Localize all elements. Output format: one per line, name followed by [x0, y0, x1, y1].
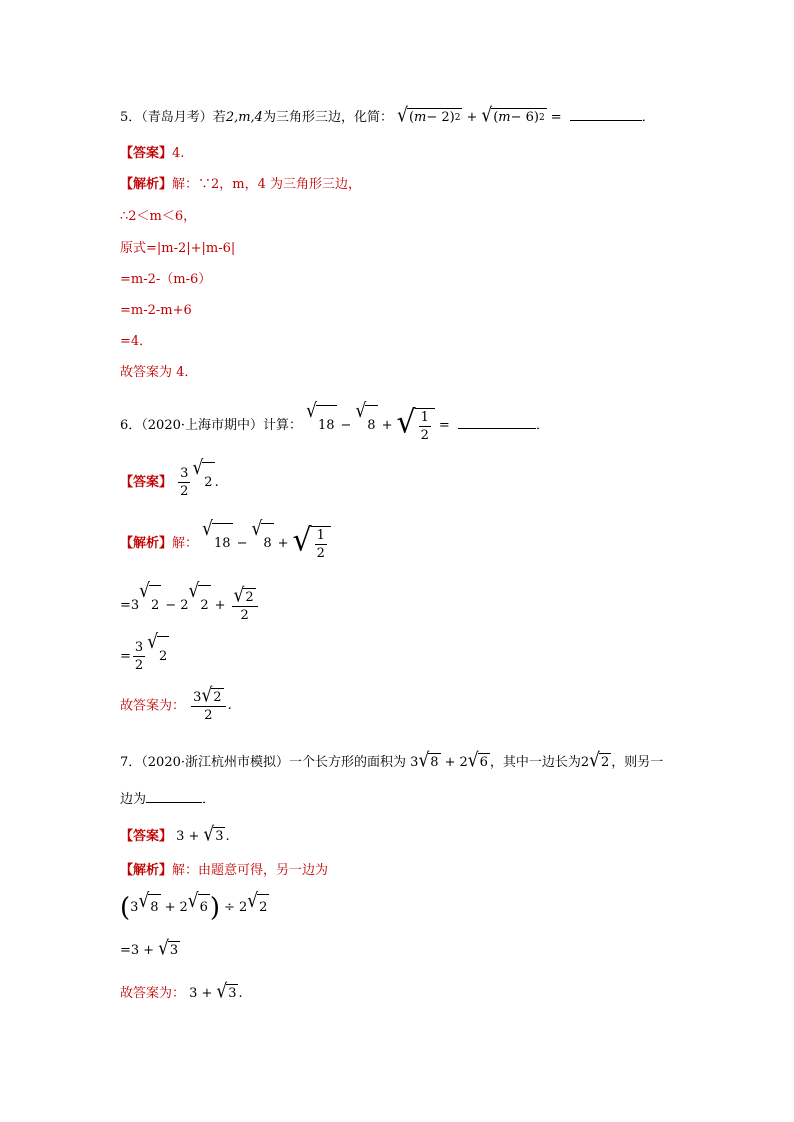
q7-stem-line-2: 边为 ．	[120, 792, 216, 807]
q7-analysis-line-1: 【解析】解：由题意可得，另一边为	[120, 863, 329, 878]
q5-analysis-line-2: ∴2＜m＜6，	[120, 209, 197, 224]
q5-analysis-line-4: =m-2-（m-6）	[120, 272, 212, 287]
q5-analysis-line-5: =m-2-m+6	[120, 303, 192, 318]
q5-analysis-line-1: 【解析】解：∵2，m，4 为三角形三边，	[120, 177, 362, 192]
q6-stem: 6．（2020·上海市期中）计算： √ 18 − √ 8 + √ $\frac{1}{2}$ = ．	[120, 405, 549, 446]
q6-analysis-line-3: = $\frac{3}{2}$ √ 2	[120, 636, 169, 677]
q7-final: 故答案为： 3 + √ 3 .	[120, 980, 243, 1004]
q6-answer: 【答案】 $\frac{3}{2}$ √ 2 .	[120, 462, 219, 503]
q5-analysis-line-6: =4．	[120, 334, 153, 349]
q6-analysis-line-1: 【解析】解： √ 18 − √ 8 + √ $\frac{1}{2}$	[120, 523, 331, 564]
q5-expression: √ ( m − 2) 2 + √ ( m − 6) 2 =	[397, 104, 562, 128]
q6-answer-blank	[458, 416, 536, 429]
q5-answer: 【答案】4.	[120, 146, 185, 161]
q6-final: 故答案为： 3 √ 2 2 .	[120, 684, 232, 723]
q6-analysis-line-2: =3 √ 2 − 2 √ 2 + √ 2 2	[120, 585, 260, 626]
q5-analysis-line-7: 故答案为 4．	[120, 365, 198, 380]
q7-answer: 【答案】 3 + √ 3 .	[120, 823, 230, 847]
q7-stem-line-1: 7．（2020·浙江杭州市模拟）一个长方形的面积为 3 √ 8 + 2 √ 6 ，其中一边长为2 √ 2 ，则另一	[120, 749, 664, 773]
q5-analysis-line-3: 原式=|m-2|+|m-6|	[120, 241, 236, 256]
q6-expression: √ 18 − √ 8 + √ $\frac{1}{2}$ =	[306, 405, 454, 446]
q5-answer-blank	[570, 108, 642, 121]
q7-analysis-line-2: ( 3 √ 8 + 2 √ 6 ) ÷ 2 √ 2	[120, 889, 268, 923]
q7-analysis-line-3: =3 + √ 3	[120, 937, 179, 961]
q6-answer-value: $\frac{3}{2}$ √ 2 .	[176, 462, 219, 503]
q5-stem: 5．（青岛月考）若2,m,4为三角形三边，化简： √ ( m − 2) 2 + √ ( m − 6) 2 = ．	[120, 104, 655, 128]
q7-answer-blank	[146, 790, 202, 803]
